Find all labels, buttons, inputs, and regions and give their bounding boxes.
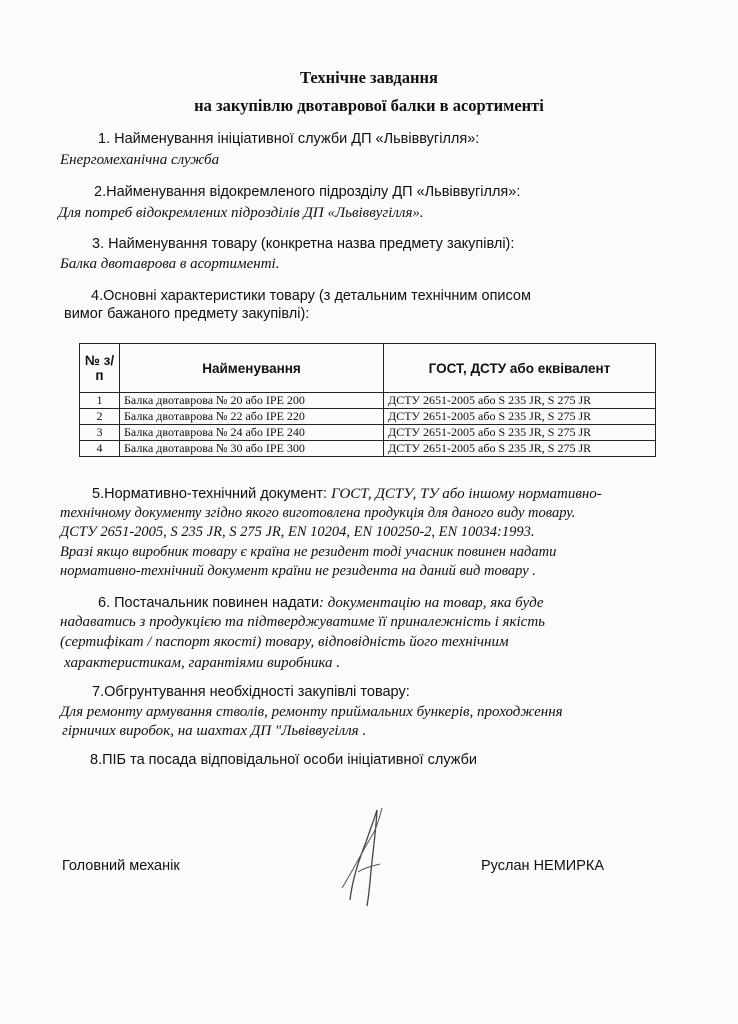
section-7-heading: 7.Обгрунтування необхідності закупівлі товару: [92, 684, 410, 700]
cell-standard: ДСТУ 2651-2005 або S 235 JR, S 275 JR [384, 393, 656, 409]
signatory-name: Руслан НЕМИРКА [481, 858, 605, 874]
section-6-line1 [98, 595, 544, 612]
section-8-heading: 8.ПІБ та посада відповідальної особи ініціативної служби [90, 752, 477, 768]
section-3-value: Балка двотаврова в асортименті. [60, 256, 280, 272]
cell-number: 4 [80, 441, 120, 457]
table-row [80, 441, 656, 457]
section-5-line4: Вразі якщо виробник товару є країна не резидент тоді учасник повинен надати [60, 544, 557, 560]
cell-standard: ДСТУ 2651-2005 або S 235 JR, S 275 JR [384, 409, 656, 425]
table-row [80, 409, 656, 425]
document-title: Технічне завдання [300, 68, 438, 87]
section-7-line1: Для ремонту армування стволів, ремонту приймальних бункерів, проходження [60, 704, 563, 720]
section-4-heading-line1: 4.Основні характеристики товару (з детальним технічним описом [91, 288, 531, 304]
section-6-line3: (сертифікат / паспорт якості) товару, відповідність його технічним [60, 634, 509, 650]
header-name: Найменування [120, 344, 384, 393]
cell-number: 3 [80, 425, 120, 441]
cell-name: Балка двотаврова № 24 або IPE 240 [120, 425, 384, 441]
section-6-heading: 6. Постачальник повинен надати [98, 595, 320, 611]
table-header-row [80, 344, 656, 393]
section-5-line1 [92, 486, 602, 503]
header-number: № з/п [80, 344, 120, 393]
cell-standard: ДСТУ 2651-2005 або S 235 JR, S 275 JR [384, 425, 656, 441]
cell-name: Балка двотаврова № 30 або IPE 300 [120, 441, 384, 457]
section-3-heading: 3. Найменування товару (конкретна назва предмету закупівлі): [92, 236, 515, 252]
cell-number: 1 [80, 393, 120, 409]
section-1-heading: 1. Найменування ініціативної служби ДП «Львіввугілля»: [98, 131, 480, 147]
cell-standard: ДСТУ 2651-2005 або S 235 JR, S 275 JR [384, 441, 656, 457]
section-7-line2: гірничих виробок, на шахтах ДП "Львіввугілля . [62, 723, 367, 739]
document-subtitle: на закупівлю двотаврової балки в асортименті [194, 96, 544, 115]
table-row [80, 425, 656, 441]
cell-name: Балка двотаврова № 20 або IPE 200 [120, 393, 384, 409]
section-5-line5: нормативно-технічний документ країни не резидента на даний вид товару . [60, 563, 536, 579]
section-5-text: ГОСТ, ДСТУ, ТУ або іншому нормативно- [331, 486, 602, 502]
section-5-line2: технічному документу згідно якого виготовлена продукція для даного виду товару. [60, 505, 576, 521]
section-5-line3: ДСТУ 2651-2005, S 235 JR, S 275 JR, EN 10204, EN 100250-2, EN 10034:1993. [60, 524, 535, 540]
header-standard: ГОСТ, ДСТУ або еквівалент [384, 344, 656, 393]
goods-table [79, 343, 655, 457]
section-4-heading-line2: вимог бажаного предмету закупівлі): [64, 306, 310, 322]
table-row [80, 393, 656, 409]
handwritten-signature [322, 802, 412, 912]
section-2-value: Для потреб відокремлених підрозділів ДП «Львіввугілля». [58, 205, 424, 221]
cell-name: Балка двотаврова № 22 або IPE 220 [120, 409, 384, 425]
section-6-text: : документацію на товар, яка буде [319, 595, 544, 611]
cell-number: 2 [80, 409, 120, 425]
section-1-value: Енергомеханічна служба [60, 152, 220, 168]
section-6-line2: надаватись з продукцією та підтверджуватиме її приналежність і якість [60, 614, 545, 630]
section-6-line4: характеристикам, гарантіями виробника . [64, 655, 341, 671]
section-2-heading: 2.Найменування відокремленого підрозділу ДП «Львіввугілля»: [94, 184, 521, 200]
signatory-position: Головний механік [62, 858, 180, 874]
section-5-heading: 5.Нормативно-технічний документ: [92, 486, 332, 502]
